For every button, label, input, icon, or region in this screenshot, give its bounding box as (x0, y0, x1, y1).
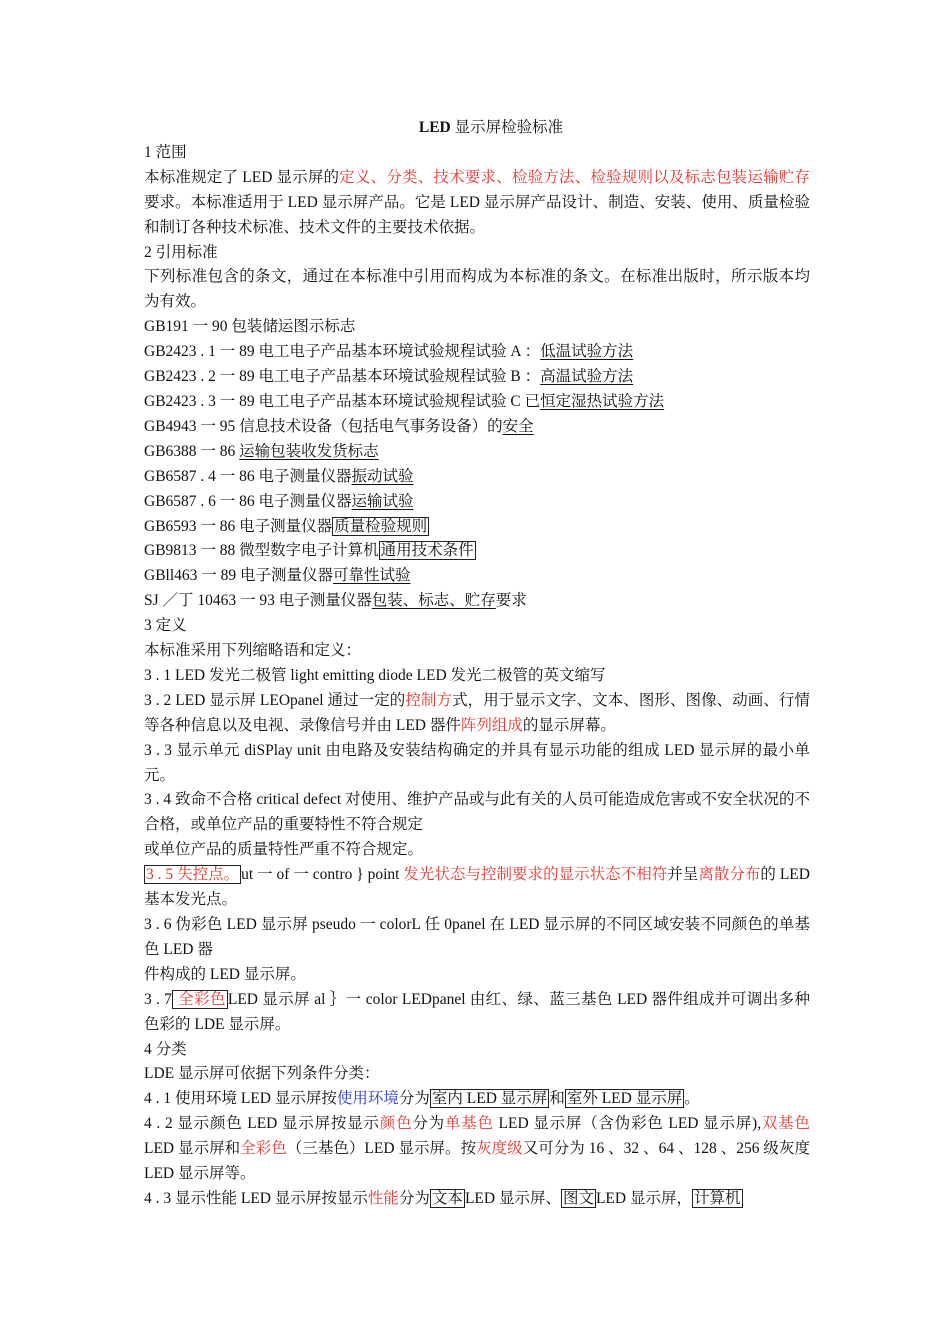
definition-3-2: 3 . 2 LED 显示屏 LEOpanel 通过一定的控制方式，用于显示文字、文本、图形、图像、动画、行情等各种信息以及电视、录像信号并由 LED 器件阵列组成的显示屏幕。 (144, 691, 810, 734)
document-title: LED 显示屏检验标准 (418, 119, 564, 136)
reference-line: GB2423 . 3 一 89 电工电子产品基本环境试验规程试验 C 已恒定湿热试验方法 (144, 392, 665, 410)
section-4-intro: LDE 显示屏可依据下列条件分类： (144, 1065, 380, 1083)
definition-3-3: 3 . 3 显示单元 diSPlay unit 由电路及安装结构确定的并具有显示功能的组成 LED 显示屏的最小单元。 (144, 741, 810, 784)
document-page (144, 116, 810, 1212)
reference-line: GB191 一 90 包装储运图示标志 (144, 318, 356, 336)
reference-line: GB6593 一 86 电子测量仪器 质量检验规则 (144, 517, 428, 535)
definition-3-6: 3 . 6 伪彩色 LED 显示屏 pseudo 一 colorL 任 0panel 在 LED 显示屏的不同区域安装不同颜色的单基色 LED 器 (144, 916, 810, 958)
classification-4-3: 4 . 3 显示性能 LED 显示屏按显示性能分为 文本 LED 显示屏、 图文 LED 显示屏， 计算机 (144, 1189, 741, 1207)
definition-3-4-continued: 或单位产品的质量特性严重不符合规定。 (144, 841, 424, 859)
reference-line: GBll463 一 89 电子测量仪器可靠性试验 (144, 567, 411, 585)
reference-line: GB6587 . 4 一 86 电子测量仪器振动试验 (144, 467, 414, 485)
definition-3-6-continued: 件构成的 LED 显示屏。 (144, 965, 306, 983)
definition-3-1: 3 . 1 LED 发光二极管 light emitting diode LED 发光二极管的英文缩写 (144, 666, 606, 684)
reference-line: GB6587 . 6 一 86 电子测量仪器运输试验 (144, 492, 414, 510)
definition-3-4: 3 . 4 致命不合格 critical defect 对使用、维护产品或与此有关的人员可能造成危害或不安全状况的不合格，或单位产品的重要特性不符合规定 (144, 791, 811, 834)
section-3-intro: 本标准采用下列缩略语和定义： (144, 642, 362, 660)
section-3-heading: 3 定义 (144, 617, 187, 635)
reference-line: GB2423 . 2 一 89 电工电子产品基本环境试验规程试验 B ：高温试验方法 (144, 368, 634, 386)
section-1-paragraph: 本标准规定了 LED 显示屏的定义、分类、技术要求、检验方法、检验规则以及标志包装运输贮存要求。本标准适用于 LED 显示屏产品。它是 LED 显示屏产品设计、制造、安装、使用、质量检验和制订各种技术标准、技术文件的主要技术依据。 (144, 168, 810, 236)
reference-line: GB2423 . 1 一 89 电工电子产品基本环境试验规程试验 A ：低温试验方法 (144, 343, 634, 361)
reference-line: GB6388 一 86 运输包装收发货标志 (144, 442, 379, 460)
definition-3-5: 3 . 5 失控点。 ut 一 of 一 contro } point 发光状态与控制要求的显示状态不相符并呈离散分布的 LED 基本发光点。 (144, 866, 810, 909)
section-1-heading: 1 范围 (144, 143, 187, 161)
reference-line: GB4943 一 95 信息技术设备（包括电气事务设备）的安全 (144, 417, 534, 435)
classification-4-1: 4 . 1 使用环境 LED 显示屏按使用环境分为 室内 LED 显示屏 和 室外 LED 显示屏 。 (144, 1090, 700, 1108)
reference-line: GB9813 一 88 微型数字电子计算机 通用技术条件 (144, 542, 474, 560)
classification-4-2: 4 . 2 显示颜色 LED 显示屏按显示颜色分为单基色 LED 显示屏（含伪彩色 LED 显示屏),双基色 LED 显示屏和全彩色（三基色）LED 显示屏。按灰度级又可分为 16 、32 、64 、128 、256 级灰度 LED 显示屏等。 (144, 1115, 810, 1183)
reference-line-sj: SJ ／丁 10463 一 93 电子测量仪器包装、标志、贮存要求 (144, 592, 527, 610)
definition-3-7: 3 . 7 全彩色 LED 显示屏 al ｝一 color LEDpanel 由红、绿、蓝三基色 LED 器件组成并可调出多种色彩的 LDE 显示屏。 (144, 990, 811, 1033)
section-4-heading: 4 分类 (144, 1040, 187, 1058)
section-2-heading: 2 引用标准 (144, 243, 218, 261)
section-2-intro: 下列标准包含的条文，通过在本标准中引用而构成为本标准的条文。在标准出版时，所示版本均为有效。 (144, 268, 810, 311)
